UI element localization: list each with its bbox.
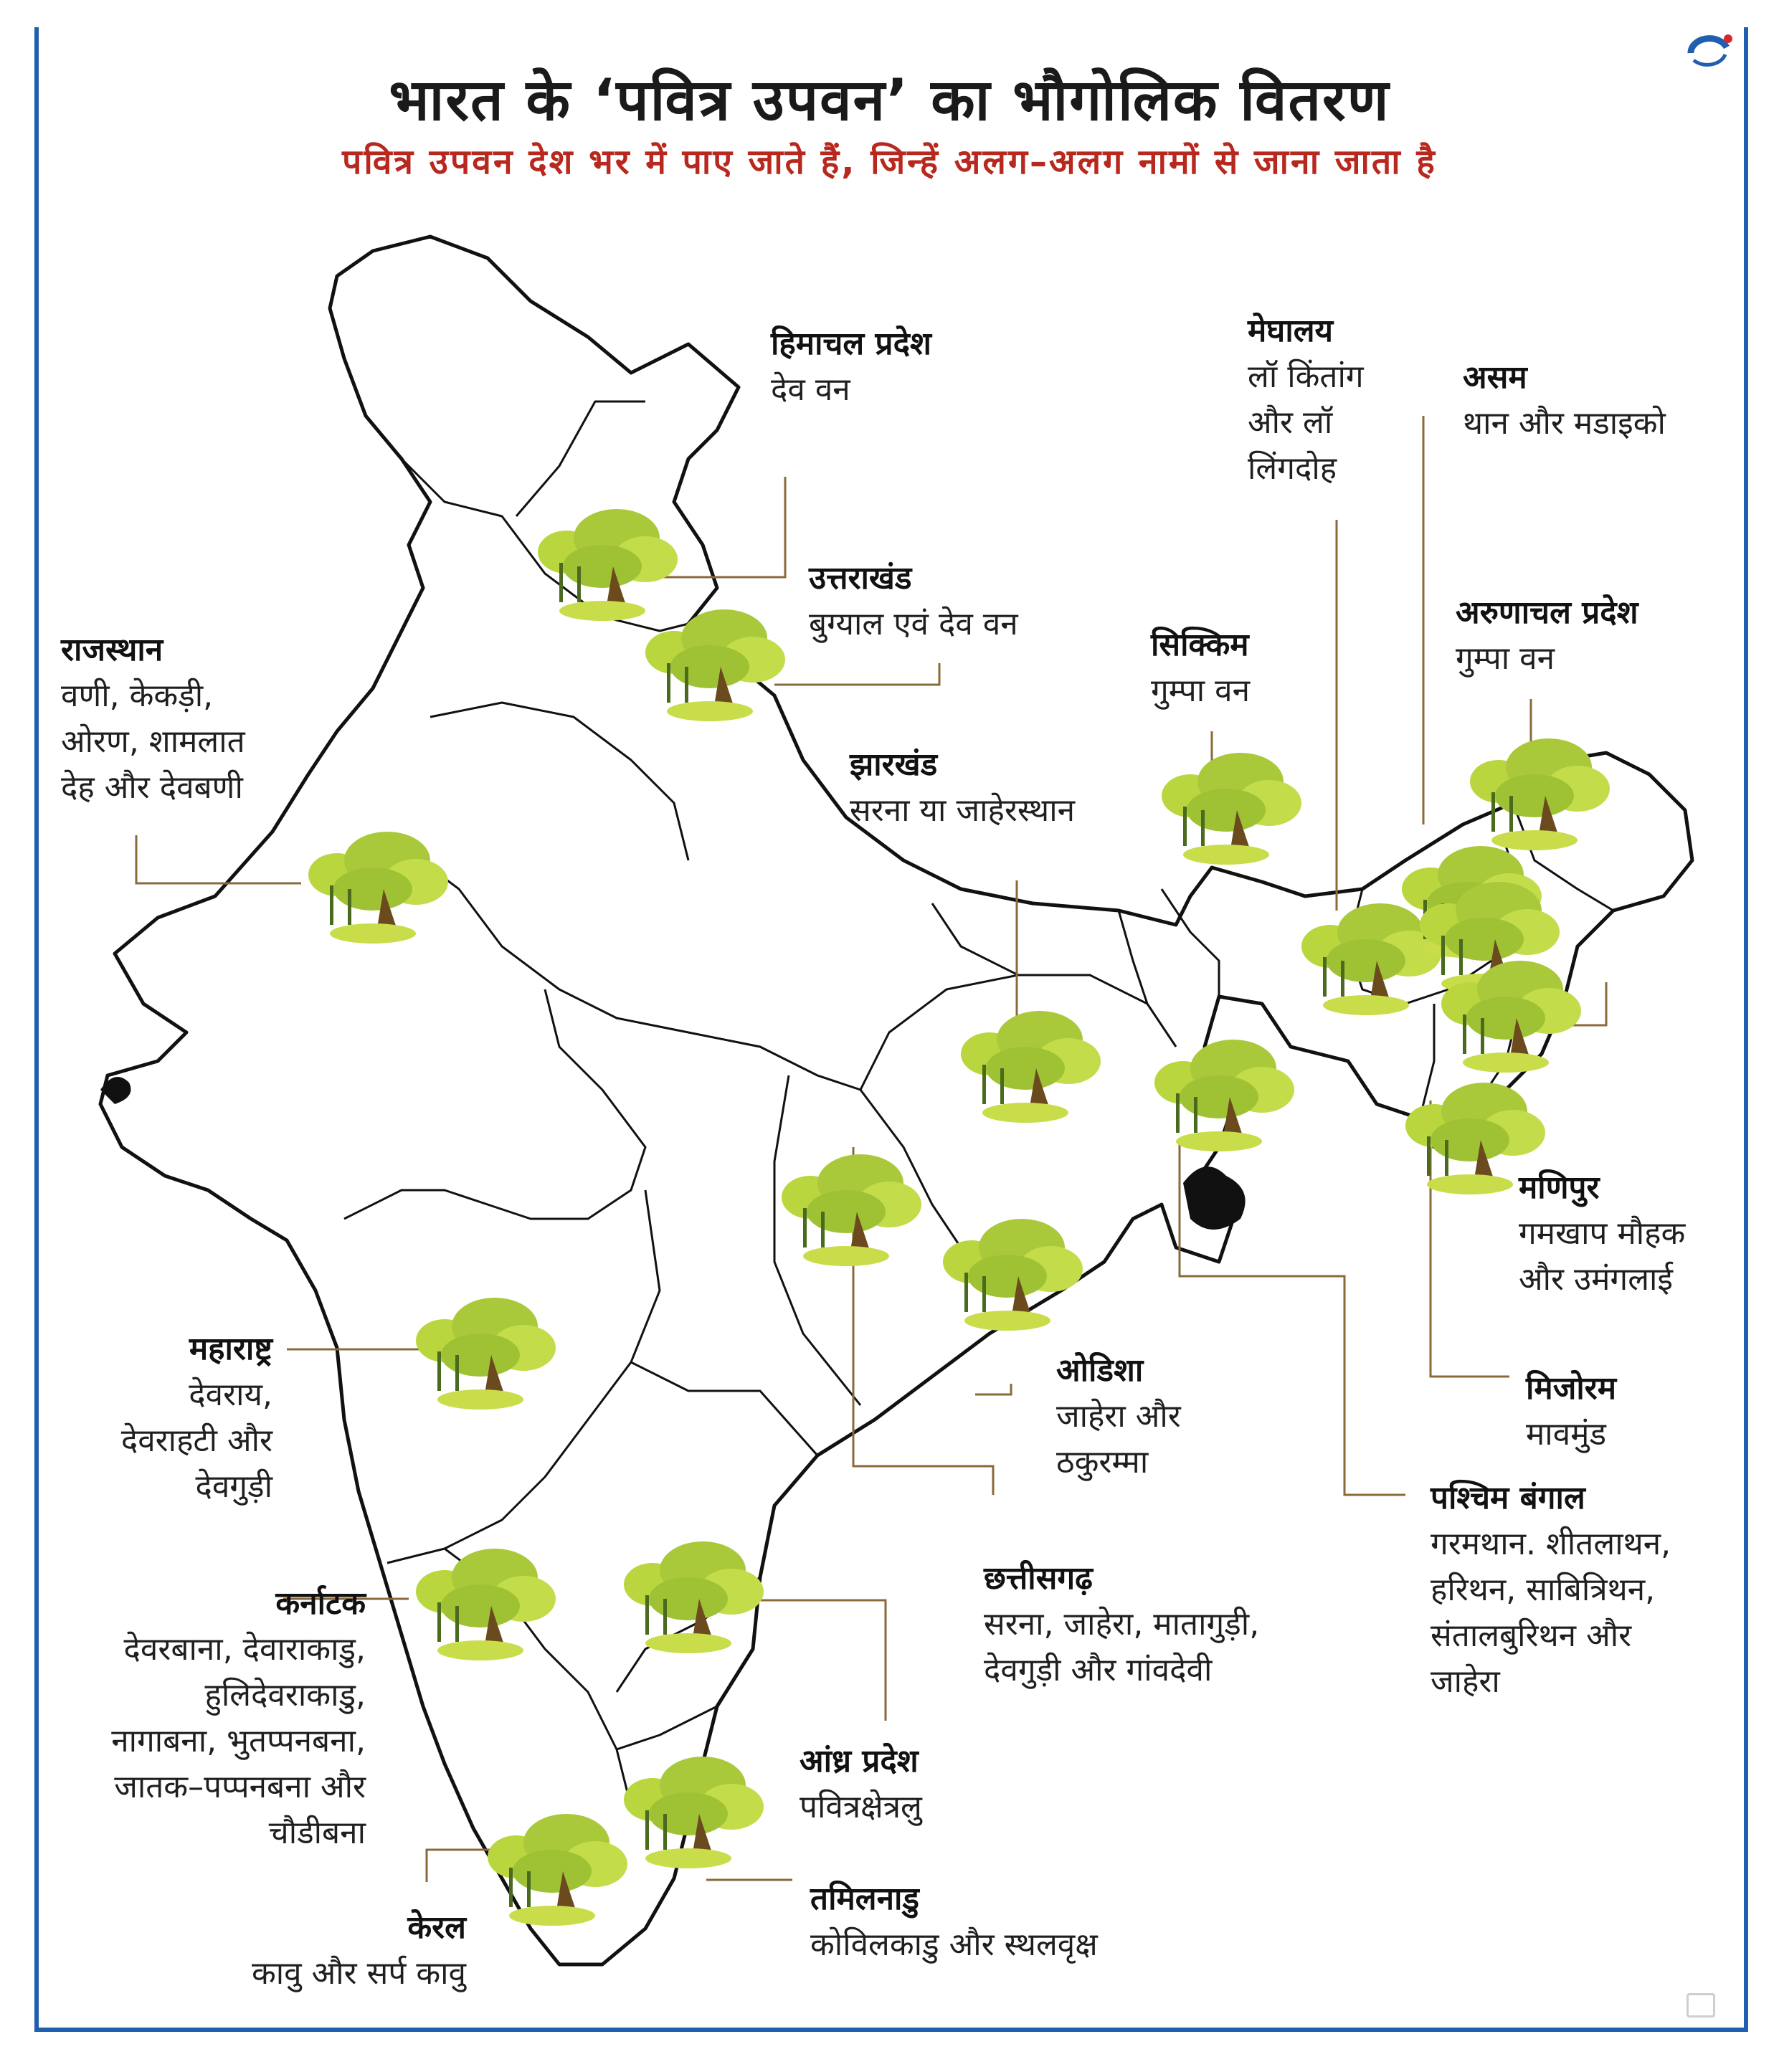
sacred-grove-tree-icon	[308, 832, 448, 944]
label-uttarakhand	[809, 556, 1018, 647]
grove-name: वणी, केकड़ी,	[61, 678, 214, 714]
grove-name: ओरण, शामलात	[61, 723, 245, 760]
grove-name: और उमंगलाई	[1519, 1261, 1674, 1298]
label-sikkim	[1151, 622, 1250, 714]
sacred-grove-tree-icon	[943, 1219, 1083, 1331]
grove-name: और लॉ	[1248, 404, 1333, 441]
label-meghalaya	[1248, 308, 1364, 492]
page-title: भारत के ‘पवित्र उपवन’ का भौगोलिक वितरण	[389, 67, 1390, 133]
state-name: हिमाचल प्रदेश	[771, 325, 931, 362]
state-name: उत्तराखंड	[809, 560, 912, 597]
state-name: पश्चिम बंगाल	[1431, 1480, 1585, 1516]
label-rajasthan	[61, 627, 245, 811]
state-name: झारखंड	[850, 746, 938, 783]
label-westbengal	[1431, 1475, 1671, 1705]
state-name: तमिलनाडु	[810, 1881, 919, 1917]
state-name: आंध्र प्रदेश	[800, 1743, 919, 1779]
grove-name: कोविलकाडु और स्थलवृक्ष	[810, 1926, 1098, 1963]
sacred-grove-tree-icon	[488, 1814, 627, 1926]
grove-name: बुग्याल एवं देव वन	[809, 606, 1018, 642]
grove-name: देवराहटी और	[120, 1422, 272, 1459]
grove-name: जाहेरा और	[1056, 1398, 1181, 1435]
grove-name: संतालबुरिथन और	[1431, 1617, 1632, 1654]
grove-name: ठकुरम्मा	[1056, 1444, 1149, 1481]
grove-name: जाहेरा	[1431, 1663, 1500, 1700]
label-odisha	[1056, 1348, 1181, 1486]
sacred-grove-tree-icon	[416, 1549, 556, 1660]
grove-name: देवगुड़ी	[195, 1468, 272, 1505]
grove-name: गुम्पा वन	[1456, 640, 1555, 677]
grove-name: लिंगदोह	[1248, 450, 1337, 487]
state-name: सिक्किम	[1151, 627, 1249, 663]
grove-name: थान और मडाइको	[1463, 405, 1666, 442]
grove-name: हरिथन, साबित्रिथन,	[1431, 1572, 1656, 1608]
label-himachal	[771, 321, 931, 413]
state-name: मेघालय	[1248, 313, 1334, 349]
state-name: कर्नाटक	[275, 1585, 366, 1622]
sacred-grove-tree-icon	[961, 1011, 1101, 1123]
sacred-grove-tree-icon	[624, 1541, 764, 1653]
grove-name: सरना, जाहेरा, मातागुड़ी,	[984, 1606, 1260, 1643]
state-name: मणिपुर	[1519, 1169, 1600, 1206]
state-name: केरल	[407, 1909, 466, 1946]
grove-name: चौडीबना	[268, 1815, 366, 1851]
grove-name: लॉ किंतांग	[1248, 358, 1364, 395]
sacred-grove-tree-icon	[645, 609, 785, 721]
label-karnataka	[50, 1581, 366, 1856]
label-maharashtra	[65, 1326, 272, 1510]
state-name: महाराष्ट्र	[189, 1331, 272, 1367]
label-kerala	[165, 1905, 466, 1997]
state-name: मिजोरम	[1526, 1370, 1617, 1407]
state-name: असम	[1463, 359, 1527, 396]
grove-name: नागाबना, भुतप्पनबना,	[111, 1723, 366, 1759]
grove-name: पवित्रक्षेत्रलु	[800, 1789, 922, 1825]
sacred-grove-tree-icon	[416, 1298, 556, 1410]
grove-name: देव वन	[771, 371, 850, 408]
label-tamilnadu	[810, 1876, 1098, 1968]
grove-name: देवगुड़ी और गांवदेवी	[984, 1652, 1213, 1688]
grove-name: देवराय,	[189, 1377, 272, 1413]
sacred-grove-tree-icon	[782, 1154, 921, 1266]
grove-name: मावमुंड	[1526, 1416, 1607, 1453]
label-manipur	[1519, 1165, 1685, 1303]
sacred-grove-tree-icon	[1162, 753, 1301, 865]
label-jharkhand	[850, 742, 1075, 834]
grove-name: गमखाप मौहक	[1519, 1215, 1686, 1252]
label-andhra	[800, 1739, 922, 1830]
grove-name: हुलिदेवराकाडु,	[204, 1677, 366, 1714]
book-icon	[1687, 1993, 1715, 2018]
sacred-grove-tree-icon	[624, 1757, 764, 1868]
page-subtitle: पवित्र उपवन देश भर में पाए जाते हैं, जिन्हें अलग–अलग नामों से जाना जाता है	[342, 142, 1437, 182]
sacred-grove-tree-icon	[1154, 1040, 1294, 1151]
grove-name: देवरबाना, देवाराकाडु,	[123, 1631, 366, 1668]
label-arunachal	[1456, 590, 1638, 682]
state-name: छत्तीसगढ़	[984, 1560, 1093, 1597]
label-chhattisgarh	[984, 1556, 1259, 1693]
label-mizoram	[1526, 1366, 1616, 1458]
grove-name: गरमथान. शीतलाथन,	[1431, 1526, 1671, 1562]
grove-name: गुम्पा वन	[1151, 673, 1251, 709]
state-name: राजस्थान	[61, 632, 163, 668]
sacred-grove-tree-icon	[538, 509, 678, 621]
grove-name: कावु और सर्प कावु	[251, 1955, 466, 1992]
grove-name: देह और देवबणी	[61, 769, 243, 806]
grove-name: सरना या जाहेरस्थान	[850, 792, 1076, 829]
grove-name: जातक–पप्पनबना और	[114, 1769, 366, 1805]
state-name: ओडिशा	[1056, 1352, 1144, 1389]
label-assam	[1463, 355, 1666, 447]
state-name: अरुणाचल प्रदेश	[1456, 594, 1638, 631]
